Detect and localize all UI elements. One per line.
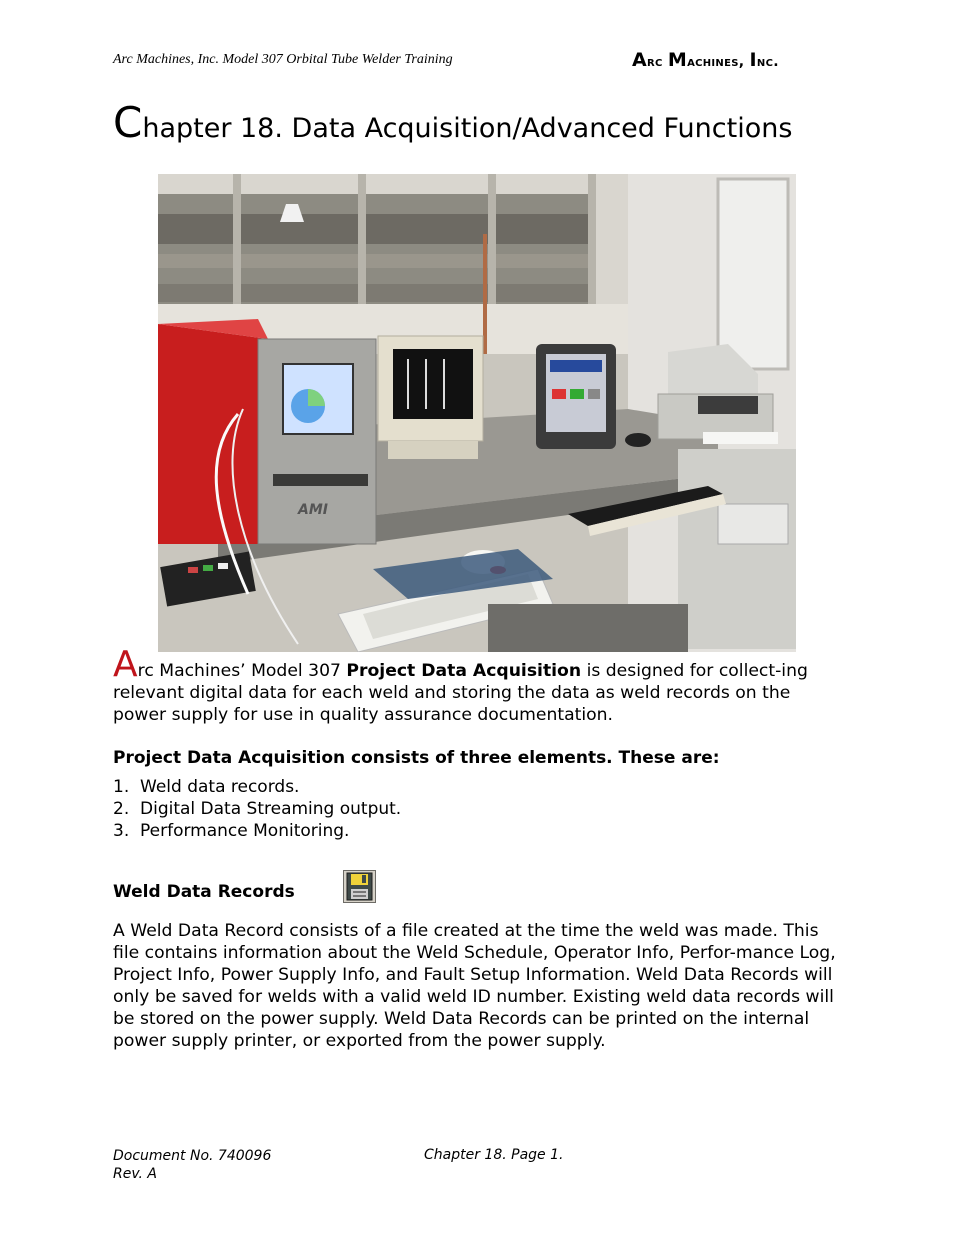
svg-text:AMI: AMI bbox=[298, 502, 328, 518]
elements-heading: Project Data Acquisition consists of three elements. These are: bbox=[113, 748, 720, 768]
drop-cap: A bbox=[113, 644, 138, 685]
running-header-title: Arc Machines, Inc. Model 307 Orbital Tube Welder Training bbox=[113, 52, 453, 67]
chapter-title-rest: hapter 18. Data Acquisition/Advanced Functions bbox=[142, 113, 793, 144]
footer-revision: Rev. A bbox=[113, 1166, 157, 1182]
intro-paragraph: Arc Machines’ Model 307 Project Data Acquisition is designed for collect-ing relevant digital data for each weld and storing the data as weld records on the power supply for use in quality assurance documentation. bbox=[113, 644, 808, 725]
list-item: 1. Weld data records. bbox=[113, 777, 300, 797]
equipment-photo bbox=[158, 174, 796, 652]
weld-data-records-heading: Weld Data Records bbox=[113, 882, 295, 902]
chapter-title bbox=[113, 98, 793, 147]
list-item: 3. Performance Monitoring. bbox=[113, 821, 350, 841]
footer-page-number: Chapter 18. Page 1. bbox=[424, 1147, 564, 1163]
floppy-disk-icon bbox=[343, 870, 376, 903]
footer-doc-number: Document No. 740096 bbox=[113, 1148, 272, 1164]
elements-list bbox=[113, 776, 401, 842]
chapter-title-initial: C bbox=[113, 98, 143, 147]
list-item: 2. Digital Data Streaming output. bbox=[113, 799, 402, 819]
product-feature-name: Project Data Acquisition bbox=[346, 661, 582, 681]
company-logo-text: Arc Machines, Inc. bbox=[632, 49, 779, 71]
weld-data-records-paragraph: A Weld Data Record consists of a file created at the time the weld was made. This file contains information about the Weld Schedule, Operator Info, Perfor-mance Log, Project Info, Power Supply Info, and Fault Setup Information. Weld Data Records will only be saved for welds with a valid weld ID number. Existing weld data records will be stored on the power supply. Weld Data Records can be printed on the internal power supply printer, or exported from the power supply. bbox=[113, 921, 836, 1051]
footer-document-info bbox=[113, 1147, 271, 1183]
